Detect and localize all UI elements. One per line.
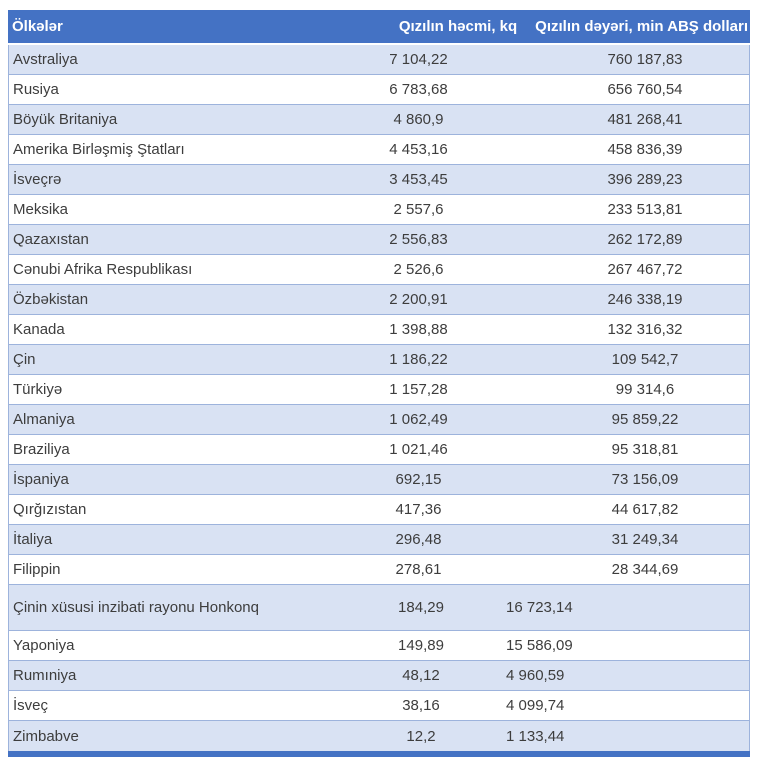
gold-volume-kg: 38,16 [402, 697, 440, 714]
table-row [9, 375, 749, 405]
gold-value-thousand-usd: 760 187,83 [607, 51, 683, 68]
gold-volume-kg: 1 186,22 [389, 351, 448, 368]
country-name: Çin [13, 351, 36, 368]
country-name: Türkiyə [13, 381, 63, 398]
country-name: Böyük Britaniya [13, 111, 118, 128]
gold-value-thousand-usd: 481 268,41 [607, 111, 683, 128]
gold-value-thousand-usd: 233 513,81 [607, 201, 683, 218]
gold-value-thousand-usd: 246 338,19 [607, 291, 683, 308]
table-row [9, 315, 749, 345]
gold-value-thousand-usd: 396 289,23 [607, 171, 683, 188]
gold-value-thousand-usd: 267 467,72 [607, 261, 683, 278]
gold-value-thousand-usd: 73 156,09 [611, 471, 679, 488]
gold-volume-kg: 278,61 [395, 561, 442, 578]
gold-volume-kg: 692,15 [395, 471, 442, 488]
table-row [9, 435, 749, 465]
gold-value-thousand-usd: 95 859,22 [611, 411, 679, 428]
table-row [9, 465, 749, 495]
table-row [9, 255, 749, 285]
country-name: İsveç [13, 697, 49, 714]
gold-volume-kg: 7 104,22 [389, 51, 448, 68]
gold-value-thousand-usd: 16 723,14 [506, 599, 573, 616]
country-name: Avstraliya [13, 51, 78, 68]
gold-value-thousand-usd: 656 760,54 [607, 81, 683, 98]
gold-volume-kg: 2 557,6 [393, 201, 444, 218]
gold-volume-kg: 2 526,6 [393, 261, 444, 278]
country-name: İspaniya [13, 471, 69, 488]
table-row [9, 555, 749, 585]
gold-value-thousand-usd: 262 172,89 [607, 231, 683, 248]
gold-volume-kg: 3 453,45 [389, 171, 448, 188]
gold-value-thousand-usd: 109 542,7 [611, 351, 679, 368]
gold-value-thousand-usd: 99 314,6 [615, 381, 675, 398]
gold-volume-kg: 4 860,9 [393, 111, 444, 128]
gold-volume-kg: 4 453,16 [389, 141, 448, 158]
table-row [9, 195, 749, 225]
table-row [9, 135, 749, 165]
gold-value-thousand-usd: 15 586,09 [506, 637, 573, 654]
table-row [9, 661, 749, 691]
table-row [9, 105, 749, 135]
country-name: İtaliya [13, 531, 53, 548]
country-name: Özbəkistan [13, 291, 89, 308]
table-row [9, 495, 749, 525]
table-row [9, 225, 749, 255]
country-name: Rumıniya [13, 667, 77, 684]
country-name: Zimbabve [13, 727, 79, 745]
column-header-gold-volume: Qızılın həcmi, kq [398, 18, 518, 35]
table-row [9, 721, 749, 751]
table-row [9, 691, 749, 721]
table-row [9, 165, 749, 195]
gold-value-thousand-usd: 31 249,34 [611, 531, 679, 548]
gold-volume-kg: 1 021,46 [389, 441, 448, 458]
country-name: İsveçrə [13, 171, 62, 188]
country-name: Amerika Birləşmiş Ştatları [13, 141, 185, 158]
country-name: Filippin [13, 561, 61, 578]
table-row [9, 45, 749, 75]
country-name: Rusiya [13, 81, 59, 98]
country-name: Cənubi Afrika Respublikası [13, 261, 193, 278]
table-row [9, 75, 749, 105]
column-header-gold-value: Qızılın dəyəri, min ABŞ dolları [535, 18, 748, 35]
table-row [9, 285, 749, 315]
table-row [9, 345, 749, 375]
country-name: Yaponiya [13, 637, 75, 654]
gold-volume-kg: 6 783,68 [389, 81, 448, 98]
gold-volume-kg: 149,89 [398, 637, 444, 654]
gold-value-thousand-usd: 44 617,82 [611, 501, 679, 518]
table-row [9, 585, 749, 631]
country-name: Meksika [13, 201, 69, 218]
gold-value-thousand-usd: 95 318,81 [611, 441, 679, 458]
table-bottom-border-bar [8, 751, 750, 757]
table-header-row [8, 10, 750, 43]
gold-volume-kg: 417,36 [395, 501, 442, 518]
country-name: Qazaxıstan [13, 231, 89, 248]
gold-volume-kg: 2 556,83 [389, 231, 448, 248]
gold-reserves-table [8, 10, 750, 757]
table-body [8, 45, 750, 751]
table-row [9, 631, 749, 661]
gold-volume-kg: 1 398,88 [389, 321, 448, 338]
country-name: Çinin xüsusi inzibati rayonu Honkonq [13, 599, 259, 616]
gold-value-thousand-usd: 4 099,74 [506, 697, 565, 714]
gold-volume-kg: 184,29 [398, 599, 444, 616]
table-row [9, 525, 749, 555]
gold-volume-kg: 48,12 [402, 667, 440, 684]
gold-value-thousand-usd: 132 316,32 [607, 321, 683, 338]
gold-volume-kg: 296,48 [395, 531, 442, 548]
country-name: Kanada [13, 321, 65, 338]
gold-value-thousand-usd: 4 960,59 [506, 667, 565, 684]
country-name: Braziliya [13, 441, 70, 458]
gold-volume-kg: 2 200,91 [389, 291, 448, 308]
column-header-countries: Ölkələr [12, 18, 63, 35]
country-name: Qırğızıstan [13, 501, 87, 518]
gold-volume-kg: 12,2 [406, 727, 436, 745]
gold-volume-kg: 1 062,49 [389, 411, 448, 428]
country-name: Almaniya [13, 411, 75, 428]
table-row [9, 405, 749, 435]
gold-value-thousand-usd: 458 836,39 [607, 141, 683, 158]
gold-volume-kg: 1 157,28 [389, 381, 448, 398]
gold-value-thousand-usd: 1 133,44 [506, 727, 565, 745]
gold-value-thousand-usd: 28 344,69 [611, 561, 679, 578]
